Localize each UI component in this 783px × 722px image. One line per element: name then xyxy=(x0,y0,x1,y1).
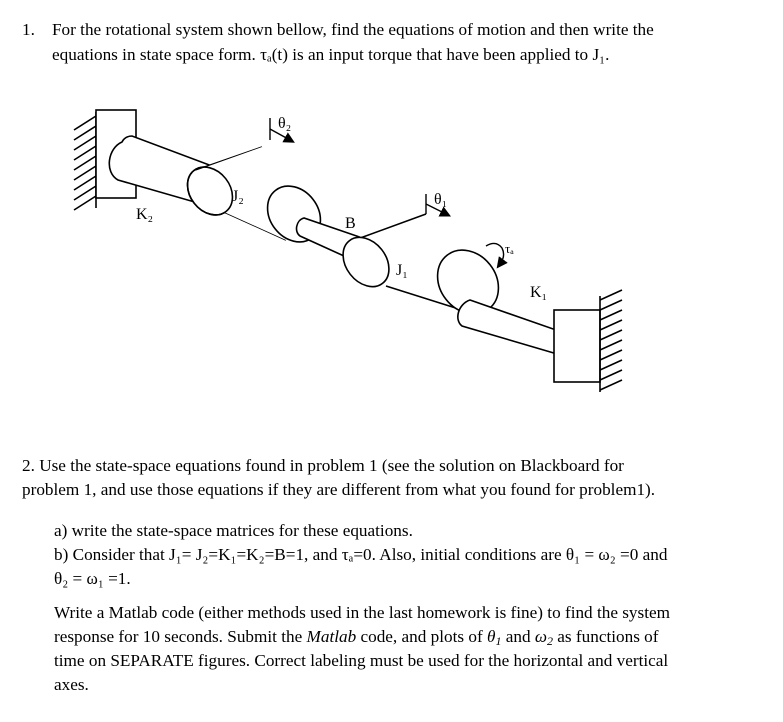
tau-a-label: τₐ xyxy=(505,241,514,256)
problem-2-part-b-line-1: b) Consider that J₁= J₂=K₁=K₂=B=1, and τₐ=0. Also, initial conditions are θ₁ = ω₂ =0 and xyxy=(54,545,668,564)
problem-2-paragraph-line-4: axes. xyxy=(54,675,89,694)
shaft-k1 xyxy=(458,300,568,356)
problem-2-line-1: 2. Use the state-space equations found in problem 1 (see the solution on Blackboard for xyxy=(22,456,624,475)
right-wall xyxy=(600,290,622,392)
k2-label: K₂ xyxy=(136,206,154,223)
j2-label: J₂ xyxy=(232,188,244,205)
right-support-block xyxy=(554,310,600,382)
problem-2-paragraph-line-1: Write a Matlab code (either methods used in the last homework is fine) to find the system xyxy=(54,603,670,622)
problem-1-line-2: equations in state space form. τₐ(t) is an input torque that have been applied to J₁. xyxy=(52,45,610,64)
b-label: B xyxy=(345,215,356,232)
problem-1-number: 1. xyxy=(22,20,35,39)
problem-2-paragraph-line-2: response for 10 seconds. Submit the Matlab code, and plots of $\theta_1$ and $\omega_2$ as functions of xyxy=(54,627,659,648)
problem-2-line-2: problem 1, and use those equations if they are different from what you found for problem1). xyxy=(22,480,656,499)
j1-label: J₁ xyxy=(396,262,408,279)
left-wall xyxy=(74,112,96,210)
k1-label: K₁ xyxy=(530,284,548,301)
theta2-label: θ₂ xyxy=(278,115,292,132)
problem-2-part-b-line-2: θ₂ = ω₁ =1. xyxy=(54,569,131,588)
problem-2-part-a: a) write the state-space matrices for these equations. xyxy=(54,521,413,540)
problem-2-paragraph-line-3: time on SEPARATE figures. Correct labeling must be used for the horizontal and vertical xyxy=(54,651,669,670)
problem-1-line-1: For the rotational system shown bellow, find the equations of motion and then write the xyxy=(52,20,654,39)
theta1-label: θ₁ xyxy=(434,191,448,208)
